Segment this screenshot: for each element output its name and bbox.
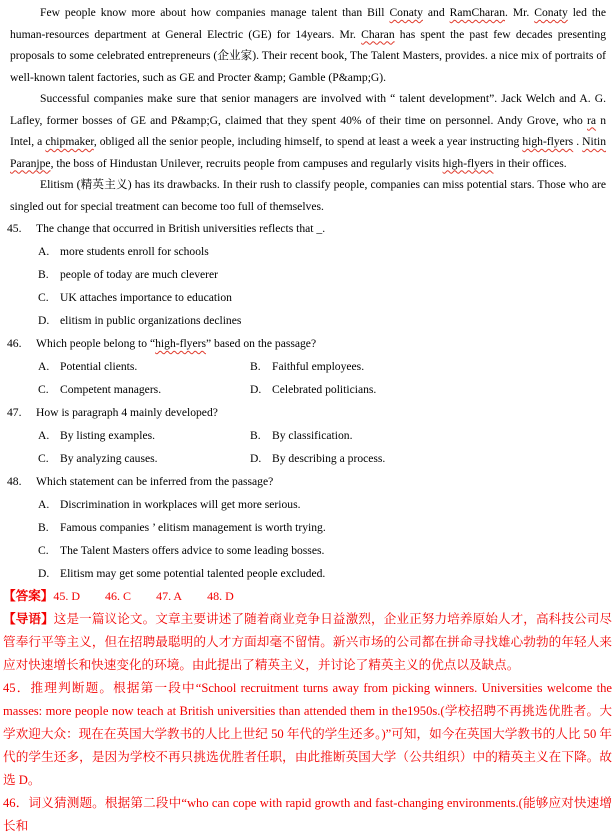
option-letter: B. [250, 429, 261, 442]
answer-45: 45. D [53, 589, 81, 603]
option-text: By listing examples. [60, 429, 155, 442]
option-text: By classification. [272, 429, 353, 442]
analysis-question-46-partial: 46．词义猜测题。根据第二段中“who can cope with rapid growth and fast-changing environments.(能够应对快速增长和 [3, 796, 612, 833]
spellcheck-underlined-word: chipmaker [45, 135, 94, 148]
option-text: Potential clients. [60, 360, 138, 373]
spellcheck-underlined-word: high-flyers [155, 337, 206, 350]
question-46-option-d [250, 378, 606, 401]
spellcheck-underlined-word: Nitin Paranjpe [10, 135, 607, 170]
answer-key-section [0, 585, 614, 608]
question-48 [7, 470, 606, 585]
option-text: The Talent Masters offers advice to some leading bosses. [60, 544, 325, 557]
option-letter: B. [38, 268, 49, 281]
question-stem-text [36, 337, 316, 350]
question-47-stem [7, 401, 606, 424]
text-run: Which statement can be inferred from the passage? [36, 475, 274, 488]
question-46-option-a [38, 355, 250, 378]
question-47-option-a [38, 424, 250, 447]
question-47-option-b [250, 424, 606, 447]
answer-key-label: 【答案】 [3, 589, 54, 603]
spellcheck-underlined-word: Charan [361, 27, 395, 41]
analysis-question-45: 45．推理判断题。根据第一段中“School recruitment turns away from picking winners. Universities welcome the masses: more people now teach at British universities than attended them in the1950s.(学校招聘不再挑选优胜者。大学欢迎大众：现在在英国大学教书的人比上世纪 50 年代的学生还多。)”可知，如今在英国大学教书的人比 50 年代的学生还多，是因为学校不再只挑选优胜者任职，由此推断英国大学（公共组织）中的精英主义在下降。故选 D。 [3, 681, 612, 787]
option-text: By analyzing causes. [60, 452, 158, 465]
option-text: Famous companies ’ elitism management is worth trying. [60, 521, 326, 534]
option-text: elitism in public organizations declines [60, 314, 242, 327]
answer-48: 48. D [207, 589, 234, 603]
option-letter: A. [38, 245, 50, 258]
option-letter: A. [38, 498, 50, 511]
passage-paragraph-2 [10, 88, 606, 174]
option-letter: D. [38, 314, 50, 327]
text-run: has spent the past few decades presenting proposals to some celebrated entrepreneurs (企业家). Their recent book, The Talent Masters, provides. a nice mix of portraits of well-known talent factories, such as GE and Procter &amp; Gamble (P&amp;G). [10, 27, 607, 84]
text-run: . Mr. [505, 6, 535, 19]
passage-paragraph-3 [10, 174, 606, 217]
question-46 [7, 332, 606, 401]
answer-key-line [0, 585, 614, 608]
option-text: people of today are much cleverer [60, 268, 219, 281]
option-text: Celebrated politicians. [272, 383, 377, 396]
answer-46: 46. C [105, 589, 132, 603]
text-run: , obliged all the senior people, including himself, to spend at least a week a year instructing [93, 135, 523, 148]
option-letter: B. [250, 360, 261, 373]
option-letter: A. [38, 360, 50, 373]
question-45-option-b [7, 263, 606, 286]
text-run: How is paragraph 4 mainly developed? [36, 406, 218, 419]
question-46-option-c [38, 378, 250, 401]
spellcheck-underlined-word: Conaty [389, 6, 423, 19]
option-letter: C. [38, 452, 49, 465]
text-run: Elitism (精英主义) has its drawbacks. In their rush to classify people, companies can miss potential stars. Those who are singled out for special treatment can become too full of themselves. [10, 178, 606, 213]
analysis-intro [0, 608, 614, 677]
option-text: Competent managers. [60, 383, 162, 396]
text-run: ” based on the passage? [206, 337, 317, 350]
question-number: 48. [7, 475, 22, 488]
option-letter: D. [250, 383, 262, 396]
text-run: . [573, 135, 583, 148]
question-number: 47. [7, 406, 22, 419]
question-number: 45. [7, 222, 22, 235]
question-47 [7, 401, 606, 470]
text-run: The change that occurred in British universities reflects that _. [36, 222, 326, 235]
question-45 [7, 217, 606, 332]
text-run: and [422, 6, 450, 19]
text-run: n Intel, a [10, 113, 606, 148]
option-letter: D. [38, 567, 50, 580]
question-47-option-d [250, 447, 606, 470]
option-text: more students enroll for schools [60, 245, 209, 258]
option-text: Faithful employees. [272, 360, 365, 373]
spellcheck-underlined-word: Conaty [534, 6, 568, 19]
question-46-options [7, 355, 606, 401]
text-run: led the human-resources department at General Electric (GE) for 14years. Mr. [10, 6, 606, 41]
question-45-option-c [7, 286, 606, 309]
question-number: 46. [7, 337, 22, 350]
questions-section [0, 217, 614, 585]
option-text: By describing a process. [272, 452, 386, 465]
question-stem-text [36, 475, 273, 488]
spellcheck-underlined-word: RamCharan [449, 6, 505, 19]
question-48-option-b [7, 516, 606, 539]
text-run: Few people know more about how companies manage talent than Bill [40, 6, 390, 19]
option-text: UK attaches importance to education [60, 291, 232, 304]
passage-paragraph-1 [10, 2, 606, 88]
option-letter: C. [38, 291, 49, 304]
analysis-intro-text: 这是一篇议论文。文章主要讲述了随着商业竞争日益激烈，企业正努力培养原始人才，高科技公司尽管奉行平等主义，但在招聘最聪明的人才方面却毫不留情。新兴市场的公司都在拼命寻找雄心勃勃的年轻人来应对快速增长和快速变化的环境。由此提出了精英主义，并讨论了精英主义的优点以及缺点。 [3, 612, 613, 672]
option-text: Discrimination in workplaces will get more serious. [60, 498, 301, 511]
spellcheck-underlined-word: ra [587, 113, 597, 127]
question-47-options [7, 424, 606, 470]
option-text: Elitism may get some potential talented people excluded. [60, 567, 326, 580]
text-run: Successful companies make sure that senior managers are involved with “ talent development”. Jack Welch and A. G. Lafley, former bosses of GE and P&amp;G, claimed that they spent 40% of their time on personnel. Andy Grove, who [10, 92, 606, 127]
question-45-option-d [7, 309, 606, 332]
analysis-intro-label: 【导语】 [3, 612, 54, 626]
question-45-option-a [7, 240, 606, 263]
text-run: , the boss of Hindustan Unilever, recruits people from campuses and regularly visits [50, 156, 443, 170]
question-stem-text [36, 406, 218, 419]
question-48-option-d [7, 562, 606, 585]
spellcheck-underlined-word: high-flyers [442, 156, 494, 170]
question-47-option-c [38, 447, 250, 470]
question-48-option-c [7, 539, 606, 562]
option-letter: C. [38, 544, 49, 557]
question-48-option-a [7, 493, 606, 516]
question-46-stem [7, 332, 606, 355]
option-letter: A. [38, 429, 50, 442]
answer-47: 47. A [156, 589, 183, 603]
question-45-stem [7, 217, 606, 240]
question-46-option-b [250, 355, 606, 378]
analysis-section [0, 608, 614, 838]
question-stem-text [36, 222, 325, 235]
option-letter: D. [250, 452, 262, 465]
option-letter: C. [38, 383, 49, 396]
text-run: in their offices. [493, 156, 567, 170]
reading-passage [0, 0, 614, 217]
option-letter: B. [38, 521, 49, 534]
text-run: Which people belong to “ [36, 337, 156, 350]
spellcheck-underlined-word: high-flyers [522, 135, 574, 148]
question-48-stem [7, 470, 606, 493]
